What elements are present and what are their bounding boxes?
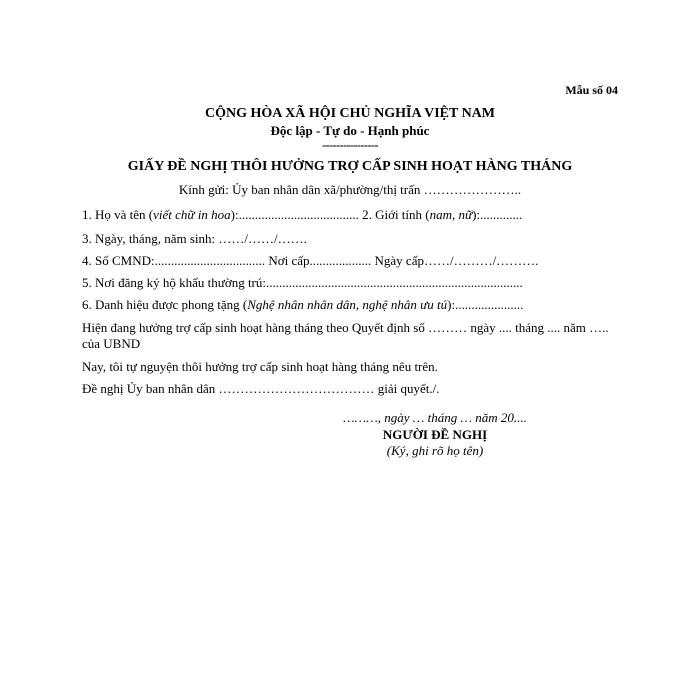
field-residence: 5. Nơi đăng ký hộ khẩu thường trú:...............................................................................	[82, 275, 523, 290]
field-name-mid: ):..................................... 2. Giới tính (	[230, 207, 430, 222]
field-name-gender	[82, 207, 522, 223]
signature-title: NGƯỜI ĐỀ NGHỊ	[382, 427, 488, 442]
field-honor-hint: Nghệ nhân nhân dân, nghệ nhân ưu tú	[247, 297, 448, 312]
signature-date-line: ………, ngày … tháng … năm 20....	[343, 410, 527, 425]
field-gender-hint: nam, nữ	[429, 207, 473, 222]
field-honor-title	[82, 297, 523, 313]
recipient-line: Kính gửi: Ủy ban nhân dân xã/phường/thị trấn …………………..	[178, 182, 522, 197]
field-id-card: 4. Số CMND:.................................. Nơi cấp................... Ngày cấp……/………/……….	[82, 253, 539, 268]
national-motto: Độc lập - Tự do - Hạnh phúc	[270, 123, 430, 138]
form-title: GIẤY ĐỀ NGHỊ THÔI HƯỞNG TRỢ CẤP SINH HOẠT HÀNG THÁNG	[127, 159, 573, 174]
header-divider: ----------------	[322, 138, 378, 152]
field-birthdate: 3. Ngày, tháng, năm sinh: ……/……/…….	[82, 231, 307, 246]
statement-request: Đề nghị Ủy ban nhân dân ……………………………… giải quyết./.	[82, 381, 440, 396]
field-honor-suffix: ):.....................	[447, 297, 524, 312]
country-name: CỘNG HÒA XÃ HỘI CHỦ NGHĨA VIỆT NAM	[204, 106, 495, 121]
field-honor-prefix: 6. Danh hiệu được phong tặng (	[82, 297, 248, 312]
form-code: Mẫu số 04	[565, 83, 618, 97]
field-name-prefix: 1. Họ và tên (	[82, 207, 154, 222]
statement-voluntary: Nay, tôi tự nguyện thôi hưởng trợ cấp sinh hoạt hàng tháng nêu trên.	[82, 359, 438, 374]
field-name-hint: viết chữ in hoa	[153, 207, 231, 222]
field-current-allowance: Hiện đang hưởng trợ cấp sinh hoạt hàng tháng theo Quyết định số ……… ngày .... tháng .... năm ….. của UBND	[82, 320, 609, 351]
signature-note: (Ký, ghi rõ họ tên)	[386, 443, 484, 458]
field-gender-suffix: ):.............	[472, 207, 523, 222]
